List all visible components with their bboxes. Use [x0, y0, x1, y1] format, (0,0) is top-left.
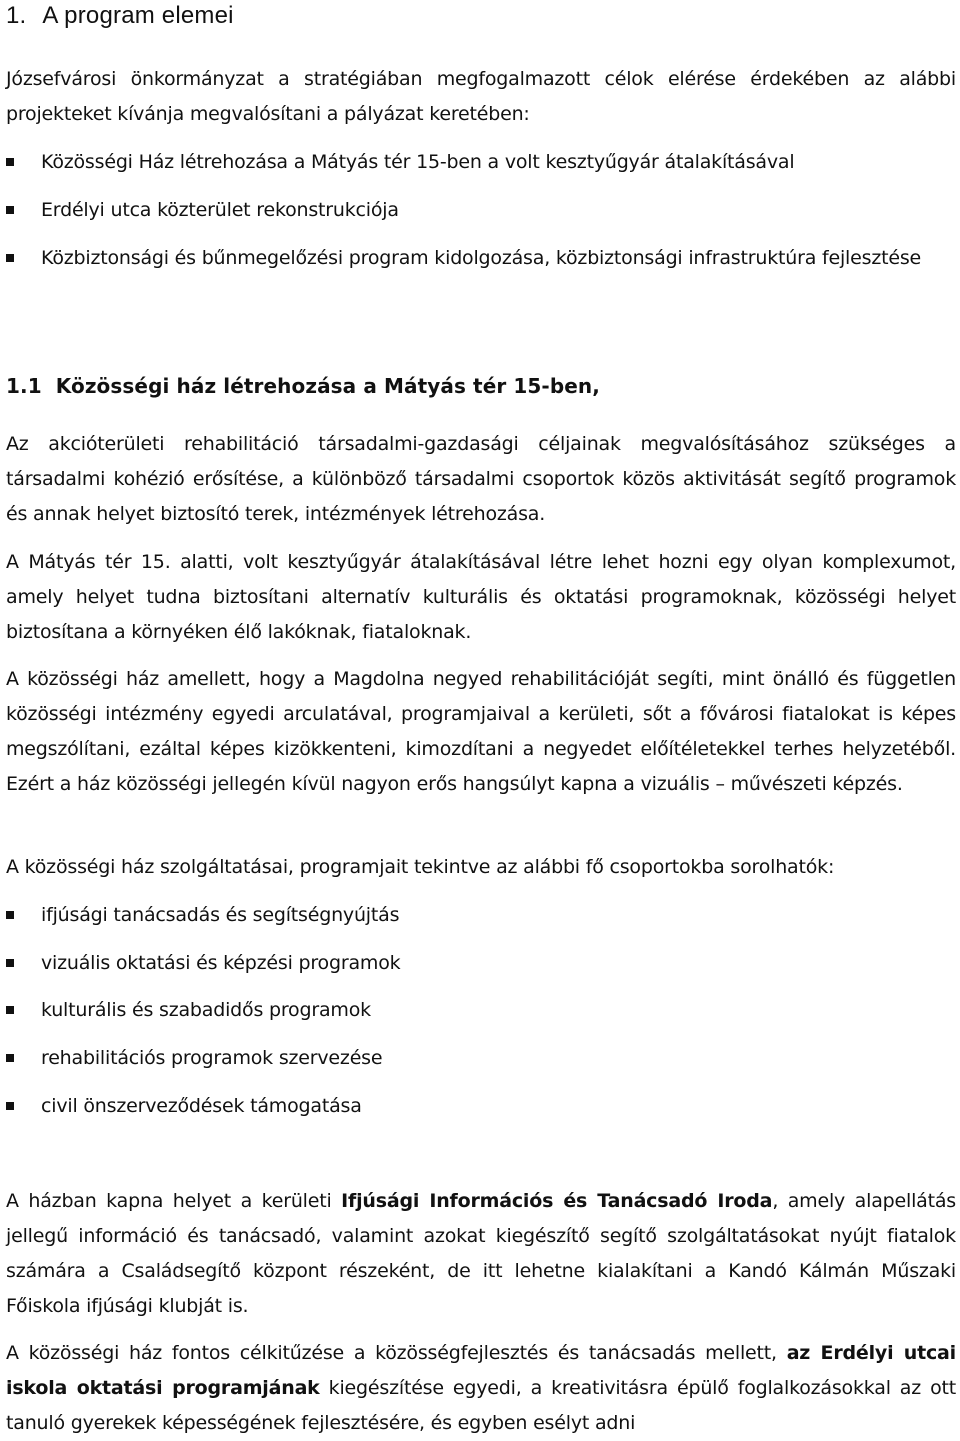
body-paragraph: A közösségi ház szolgáltatásai, programjait tekintve az alábbi fő csoportokba sorolhatók: — [6, 856, 835, 878]
section-heading — [6, 2, 234, 30]
list-item-text: rehabilitációs programok szervezése — [41, 1047, 383, 1069]
list-item — [6, 241, 956, 276]
square-bullet-icon — [6, 254, 14, 262]
list-item — [6, 993, 956, 1028]
school-text-after: kiegészítése egyedi, a kreativitásra épülő foglalkozásokkal az ott tanuló gyerekek képességének fejlesztésére, és egyben esélyt adni — [6, 1377, 956, 1434]
list-item-text: ifjúsági tanácsadás és segítségnyújtás — [41, 904, 400, 926]
square-bullet-icon — [6, 911, 14, 919]
square-bullet-icon — [6, 206, 14, 214]
list-item — [6, 946, 956, 981]
list-item-text: Közbiztonsági és bűnmegelőzési program kidolgozása, közbiztonsági infrastruktúra fejlesztése — [41, 247, 922, 269]
subsection-heading — [6, 374, 600, 398]
list-item-text: Erdélyi utca közterület rekonstrukciója — [41, 199, 399, 221]
office-text-after: , amely alapellátás jellegű információ és tanácsadó, valamint azokat kiegészítő segítő szolgáltatásokat nyújt fiatalok számára a Családsegítő központ részeként, de itt lehetne kialakítani a Kandó Kálmán Műszaki Főiskola ifjúsági klubját is. — [6, 1190, 956, 1317]
school-text-before: A közösségi ház fontos célkitűzése a közösségfejlesztés és tanácsadás mellett, — [6, 1342, 787, 1364]
square-bullet-icon — [6, 158, 14, 166]
list-item — [6, 1089, 956, 1124]
school-paragraph — [6, 1336, 956, 1441]
subsection-number: 1.1 — [6, 374, 42, 398]
intro-paragraph: Józsefvárosi önkormányzat a stratégiában megfogalmazott célok elérése érdekében az alábbi projekteket kívánja megvalósítani a pályázat keretében: — [6, 68, 956, 125]
square-bullet-icon — [6, 1054, 14, 1062]
school-program-bold: az Erdélyi utcai iskola oktatási programjának — [6, 1342, 956, 1399]
office-name-bold: Ifjúsági Információs és Tanácsadó Iroda — [341, 1190, 773, 1212]
body-paragraph: Az akcióterületi rehabilitáció társadalmi-gazdasági céljainak megvalósításához szükséges a társadalmi kohézió erősítése, a különböző társadalmi csoportok közös aktivitását segítő programok és annak helyet biztosító terek, intézmények létrehozása. — [6, 433, 956, 525]
list-item — [6, 145, 956, 180]
section-title: A program elemei — [42, 2, 234, 29]
body-paragraph: A közösségi ház amellett, hogy a Magdolna negyed rehabilitációját segíti, mint önálló és független közösségi intézmény egyedi arculatával, programjaival a kerületi, sőt a fővárosi fiatalokat is képes megszólítani, ezáltal képes kizökkenteni, kimozdítani a negyedet előítéletekkel terhes helyzetéből. Ezért a ház közösségi jellegén kívül nagyon erős hangsúlyt kapna a vizuális – művészeti képzés. — [6, 668, 956, 795]
square-bullet-icon — [6, 959, 14, 967]
body-paragraph: A Mátyás tér 15. alatti, volt kesztyűgyár átalakításával létre lehet hozni egy olyan komplexumot, amely helyet tudna biztosítani alternatív kulturális és oktatási programoknak, közösségi helyet biztosítana a környéken élő lakóknak, fiataloknak. — [6, 551, 956, 643]
list-item-text: kulturális és szabadidős programok — [41, 999, 371, 1021]
list-item-text: civil önszerveződések támogatása — [41, 1095, 362, 1117]
list-item — [6, 193, 956, 228]
section-number: 1. — [6, 2, 27, 29]
office-paragraph — [6, 1184, 956, 1324]
list-item-text: Közösségi Ház létrehozása a Mátyás tér 15-ben a volt kesztyűgyár átalakításával — [41, 151, 795, 173]
list-item — [6, 1041, 956, 1076]
square-bullet-icon — [6, 1102, 14, 1110]
subsection-title: Közösségi ház létrehozása a Mátyás tér 15-ben, — [55, 374, 600, 398]
list-item — [6, 898, 956, 933]
office-text-before: A házban kapna helyet a kerületi — [6, 1190, 342, 1212]
list-item-text: vizuális oktatási és képzési programok — [41, 952, 401, 974]
square-bullet-icon — [6, 1006, 14, 1014]
